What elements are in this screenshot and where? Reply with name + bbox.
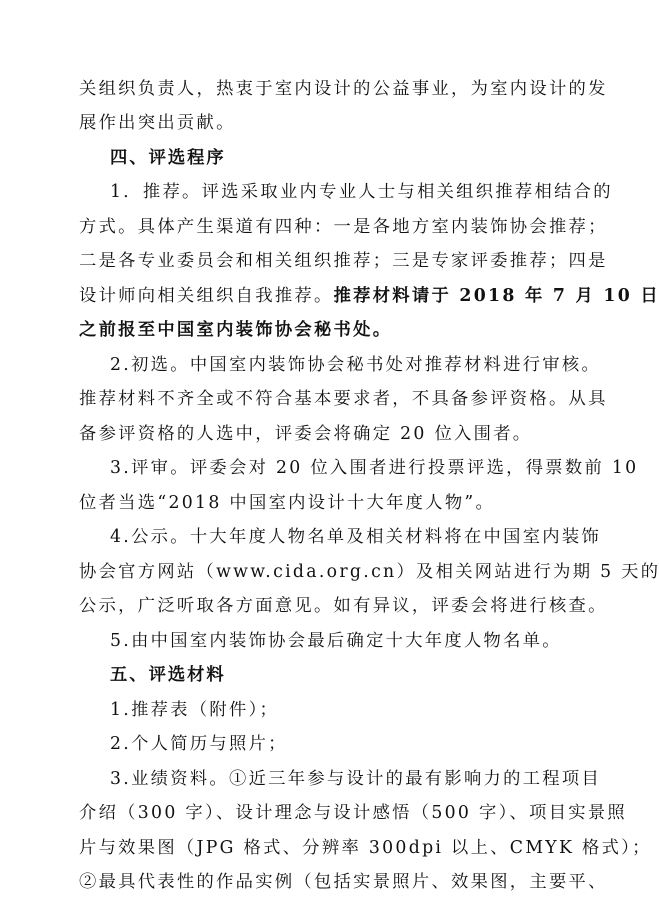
body-line: 5.由中国室内装饰协会最后确定十大年度人物名单。 [110,631,562,651]
body-line: 推荐材料不齐全或不符合基本要求者，不具备参评资格。从具 [79,389,608,409]
body-line: 片与效果图（JPG 格式、分辨率 300dpi 以上、CMYK 格式）； [79,838,652,858]
body-line: 3.评审。评委会对 20 位入围者进行投票评选，得票数前 10 [110,458,639,478]
body-line: 备参评资格的人选中，评委会将确定 20 位入围者。 [79,424,533,444]
body-line: 关组织负责人，热衷于室内设计的公益事业，为室内设计的发 [79,79,608,99]
list-item: 2.个人简历与照片； [110,734,288,754]
body-line: 公示，广泛听取各方面意见。如有异议，评委会将进行核查。 [79,596,608,616]
body-text: 设计师向相关组织自我推荐。 [79,286,334,306]
deadline-emphasis-line: 之前报至中国室内装饰协会秘书处。 [79,320,393,340]
deadline-emphasis: 推荐材料请于 2018 年 7 月 10 日 [333,286,660,306]
body-line: 2.初选。中国室内装饰协会秘书处对推荐材料进行审核。 [110,355,602,375]
body-line: ②最具代表性的作品实例（包括实景照片、效果图，主要平、 [79,872,608,892]
body-line: 介绍（300 字）、设计理念与设计感悟（500 字）、项目实景照 [79,803,628,823]
section-heading-procedure: 四、评选程序 [110,148,226,168]
list-item: 3.业绩资料。①近三年参与设计的最有影响力的工程项目 [110,769,602,789]
body-line: 位者当选“2018 中国室内设计十大年度人物”。 [79,493,496,513]
body-line: 协会官方网站（www.cida.org.cn）及相关网站进行为期 5 天的 [79,562,660,582]
section-heading-materials: 五、评选材料 [110,665,226,685]
body-line-mixed [79,279,660,313]
body-line: 二是各专业委员会和相关组织推荐；三是专家评委推荐；四是 [79,251,608,271]
body-line: 展作出突出贡献。 [79,113,236,133]
body-line: 方式。具体产生渠道有四种：一是各地方室内装饰协会推荐； [79,217,608,237]
body-line: 4.公示。十大年度人物名单及相关材料将在中国室内装饰 [110,527,602,547]
body-line: 1．推荐。评选采取业内专业人士与相关组织推荐相结合的 [110,182,613,202]
list-item: 1.推荐表（附件）； [110,700,280,720]
